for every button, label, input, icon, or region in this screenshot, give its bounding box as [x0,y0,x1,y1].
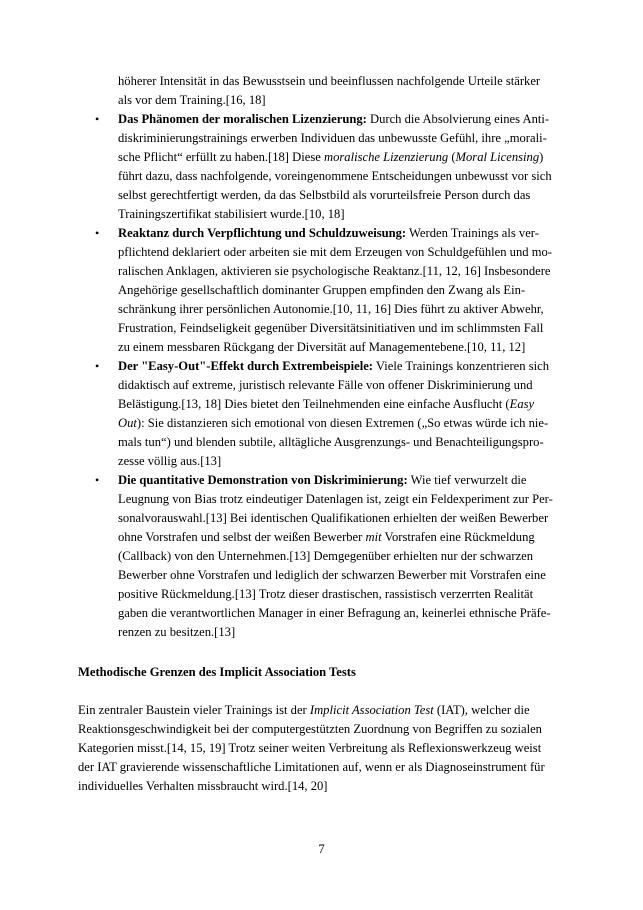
text-line: Ein zentraler Baustein vieler Trainings ist der Implicit Association Test (IAT), welcher die [78,703,530,717]
text-line: Belästigung.[13, 18] Dies bietet den Teilnehmenden eine einfache Ausflucht (Easy [118,397,535,411]
text-line: Leugnung von Bias trotz eindeutiger Datenlagen ist, zeigt ein Feldexperiment zur Per- [118,492,553,506]
continued-paragraph [118,72,566,110]
bullet-item-quantitative-demonstration [78,471,566,642]
text-line: renzen zu besitzen.[13] [118,625,236,639]
text-line: positive Rückmeldung.[13] Trotz dieser drastischen, rassistisch verzerrten Realität [118,587,534,601]
text-line: der IAT gravierende wissenschaftliche Limitationen auf, wenn er als Diagnoseinstrument für [78,760,545,774]
text-line: zu einem messbaren Rückgang der Diversität auf Managementebene.[10, 11, 12] [118,340,526,354]
text-line: sche Pflicht“ erfüllt zu haben.[18] Diese moralische Lizenzierung (Moral Licensing) [118,150,544,164]
text-line: schränkung ihrer persönlichen Autonomie.[10, 11, 16] Dies führt zu aktiver Abwehr, [118,302,544,316]
text-line: pflichtend deklariert oder arbeiten sie mit dem Erzeugen von Schuldgefühlen und mo- [118,245,552,259]
bullet-item-moral-licensing [78,110,566,224]
text-line: Wie tief verwurzelt die [407,473,527,487]
bullet-title: Die quantitative Demonstration von Diskriminierung: [118,473,408,487]
text-line: didaktisch auf extreme, juristisch relevante Fälle von offener Diskriminierung und [118,378,533,392]
text-line: Werden Trainings als ver- [406,226,539,240]
section-paragraph [78,701,566,796]
text-line: Frustration, Feindseligkeit gegenüber Diversitätsinitiativen und im schlimmsten Fall [118,321,544,335]
text-line: sonalvorauswahl.[13] Bei identischen Qualifikationen erhielten der weißen Bewerber [118,511,549,525]
bullet-title: Der "Easy-Out"-Effekt durch Extrembeispiele: [118,359,373,373]
section-heading: Methodische Grenzen des Implicit Association Tests [78,665,356,679]
text-line: gaben die verantwortlichen Manager in einer Befragung an, keinerlei ethnische Präfe- [118,606,551,620]
text-line: führt dazu, dass nachfolgende, voreingenommene Entscheidungen unbewusst vor sich [118,169,552,183]
text-line: Viele Trainings konzentrieren sich [373,359,549,373]
text-line: selbst gerechtfertigt werden, da das Selbstbild als vorurteilsfreie Person durch das [118,188,531,202]
text-line: Kategorien misst.[14, 15, 19] Trotz seiner weiten Verbreitung als Reflexionswerkzeug weist [78,741,542,755]
text-line: individuelles Verhalten missbraucht wird.[14, 20] [78,779,328,793]
text-line: diskriminierungstrainings erwerben Individuen das unbewusste Gefühl, ihre „morali- [118,131,547,145]
text-line: mals tun“) und blenden subtile, alltägliche Ausgrenzungs- und Benachteiligungspro- [118,435,544,449]
text-line: als vor dem Training.[16, 18] [118,93,266,107]
text-line: ralischen Anklagen, aktivieren sie psychologische Reaktanz.[11, 12, 16] Insbesondere [118,264,551,278]
bullet-icon: • [95,226,100,240]
text-line: (Callback) von den Unternehmen.[13] Demgegenüber erhielten nur der schwarzen [118,549,534,563]
bullet-icon: • [95,359,100,373]
bullet-icon: • [95,473,100,487]
bullet-item-easy-out [78,357,566,471]
text-line: Angehörige gesellschaftlich dominanter Gruppen empfinden den Zwang als Ein- [118,283,526,297]
text-line: zesse völlig aus.[13] [118,454,222,468]
text-line: Reaktionsgeschwindigkeit bei der computergestützten Zuordnung von Begriffen zu sozialen [78,722,542,736]
text-line: höherer Intensität in das Bewusstsein und beeinflussen nachfolgende Urteile stärker [118,74,541,88]
text-line: Trainingszertifikat stabilisiert wurde.[10, 18] [118,207,345,221]
page-number: 7 [318,842,325,856]
text-line: Durch die Absolvierung eines Anti- [366,112,550,126]
text-line: ohne Vorstrafen und selbst der weißen Bewerber mit Vorstrafen eine Rückmeldung [118,530,535,544]
bullet-list [78,110,566,642]
bullet-icon: • [95,112,100,126]
text-line: Out): Sie distanzieren sich emotional von diesen Extremen („So etwas würde ich nie- [118,416,549,430]
text-line: Bewerber ohne Vorstrafen und lediglich der schwarzen Bewerber mit Vorstrafen eine [118,568,546,582]
bullet-title: Das Phänomen der moralischen Lizenzierung: [118,112,367,126]
bullet-item-reactance [78,224,566,357]
bullet-title: Reaktanz durch Verpflichtung und Schuldzuweisung: [118,226,407,240]
page-content [78,72,566,796]
